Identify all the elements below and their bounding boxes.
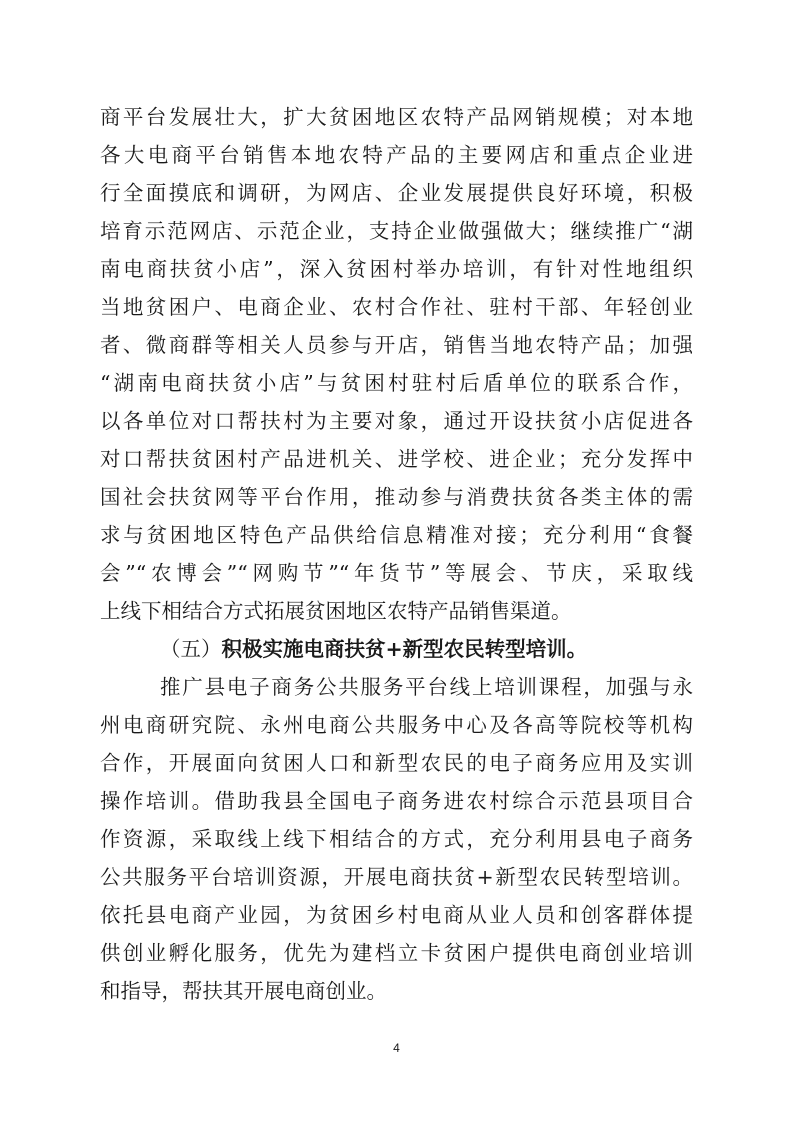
page-number: 4 <box>393 1041 400 1055</box>
paragraph-2-line: 公共服务平台培训资源，开展电商扶贫+新型农民转型培训。 <box>100 865 693 889</box>
section-heading <box>160 630 693 668</box>
paragraph-2-line: 操作培训。借助我县全国电子商务进农村综合示范县项目合 <box>100 789 693 813</box>
section-number: （五） <box>160 637 222 661</box>
paragraph-1-line: 者、微商群等相关人员参与开店，销售当地农特产品；加强 <box>100 333 693 357</box>
paragraph-1-line: 求与贫困地区特色产品供给信息精准对接；充分利用“食餐 <box>100 523 693 547</box>
paragraph-1-line: 行全面摸底和调研，为网店、企业发展提供良好环境，积极 <box>100 181 693 205</box>
paragraph-2-line: 合作，开展面向贫困人口和新型农民的电子商务应用及实训 <box>100 751 693 775</box>
paragraph-2-line: 依托县电商产业园，为贫困乡村电商从业人员和创客群体提 <box>100 903 693 927</box>
paragraph-1-line: 南电商扶贫小店”，深入贫困村举办培训，有针对性地组织 <box>100 257 693 281</box>
paragraph-1-line: 各大电商平台销售本地农特产品的主要网店和重点企业进 <box>100 143 693 167</box>
paragraph-1-line: 以各单位对口帮扶村为主要对象，通过开设扶贫小店促进各 <box>100 409 693 433</box>
paragraph-1-line: 对口帮扶贫困村产品进机关、进学校、进企业；充分发挥中 <box>100 447 693 471</box>
paragraph-2-line: 供创业孵化服务，优先为建档立卡贫困户提供电商创业培训 <box>100 941 693 965</box>
paragraph-1-line: 国社会扶贫网等平台作用，推动参与消费扶贫各类主体的需 <box>100 485 693 509</box>
paragraph-1-line: 上线下相结合方式拓展贫困地区农特产品销售渠道。 <box>100 599 572 623</box>
paragraph-2-line: 和指导，帮扶其开展电商创业。 <box>100 979 387 1003</box>
paragraph-2-line: 作资源，采取线上线下相结合的方式，充分利用县电子商务 <box>100 827 693 851</box>
paragraph-1-line: 培育示范网店、示范企业，支持企业做强做大；继续推广“湖 <box>100 219 693 243</box>
paragraph-1-line: “湖南电商扶贫小店”与贫困村驻村后盾单位的联系合作， <box>100 371 693 395</box>
paragraph-2-line: 推广县电子商务公共服务平台线上培训课程，加强与永 <box>160 675 693 699</box>
paragraph-1-line: 会”“农博会”“网购节”“年货节”等展会、节庆，采取线 <box>100 561 693 585</box>
paragraph-2-line: 州电商研究院、永州电商公共服务中心及各高等院校等机构 <box>100 713 693 737</box>
paragraph-1-line: 当地贫困户、电商企业、农村合作社、驻村干部、年轻创业 <box>100 295 693 319</box>
section-title: 积极实施电商扶贫+新型农民转型培训。 <box>221 637 588 661</box>
paragraph-1-line: 商平台发展壮大，扩大贫困地区农特产品网销规模；对本地 <box>100 105 693 129</box>
